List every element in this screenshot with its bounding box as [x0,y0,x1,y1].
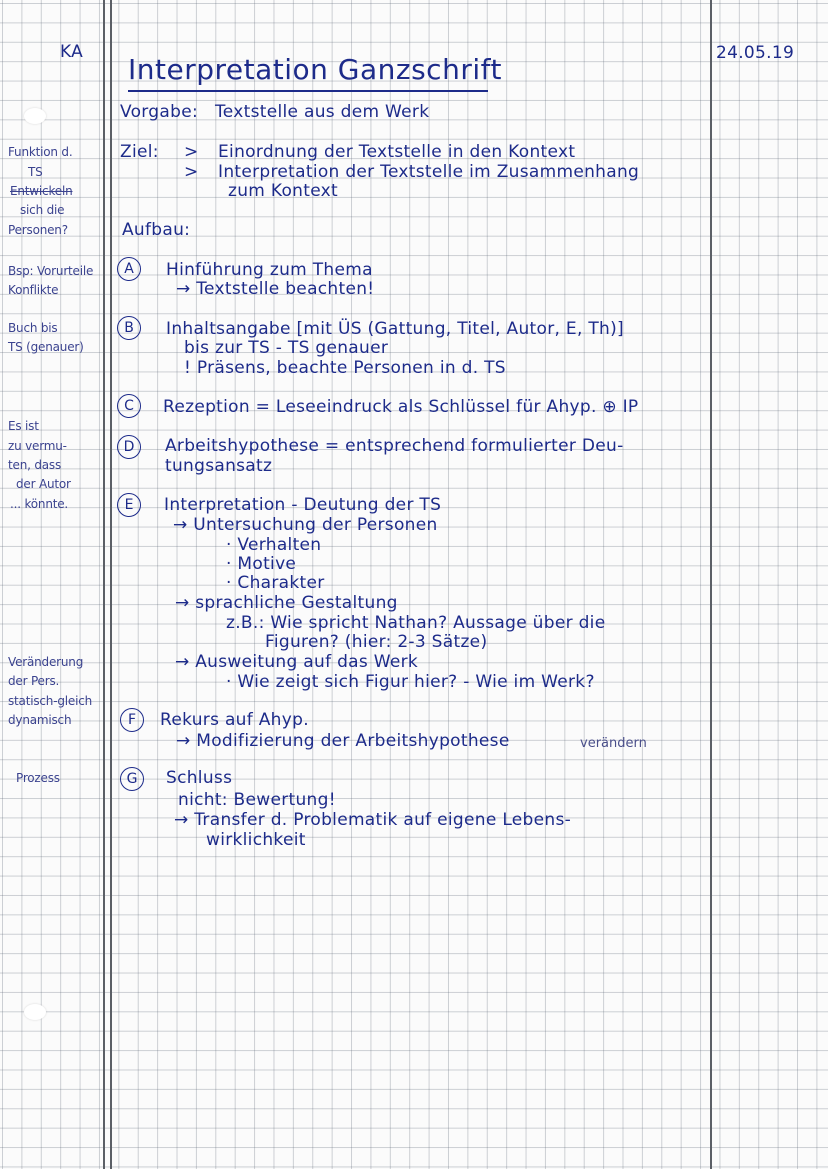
margin-note-line: ... könnte. [10,497,69,511]
margin-note-line: Personen? [8,223,68,237]
section-f-letter: F [120,708,144,732]
ziel-arrow: > [184,162,199,182]
ziel-item: Einordnung der Textstelle in den Kontext [218,142,576,162]
section-d-letter: D [117,435,141,459]
margin-note-line: dynamisch [8,713,72,727]
section-e-letter: E [117,493,141,517]
vorgabe-text: Textstelle aus dem Werk [215,102,430,122]
ziel-item: zum Kontext [228,181,338,201]
section-c-letter: C [117,394,141,418]
margin-note-line: Veränderung [8,655,84,669]
ziel-arrow: > [184,142,199,162]
margin-note-line: der Autor [16,477,71,491]
margin-note-line: Buch bis [8,321,58,335]
section-e-line: → sprachliche Gestaltung [175,593,398,613]
margin-note-line: Es ist [8,419,39,433]
section-d-heading: Arbeitshypothese = entsprechend formulierter Deu- [165,436,624,456]
margin-line-left-inner [110,0,112,1169]
ziel-label: Ziel: [120,142,159,162]
section-b-line: ! Präsens, beachte Personen in d. TS [184,358,506,378]
section-f-line: → Modifizierung der Arbeitshypothese [176,731,510,751]
margin-note-line: TS (genauer) [8,340,84,354]
section-g-line: wirklichkeit [206,830,306,850]
margin-line-left-outer [103,0,105,1169]
margin-note-line: Konflikte [8,283,59,297]
section-b-letter: B [117,316,141,340]
header-date: 24.05.19 [716,43,795,63]
section-e-line: Figuren? (hier: 2-3 Sätze) [265,632,488,652]
section-a-line: → Textstelle beachten! [176,279,375,299]
header-tag: KA [60,42,84,62]
ziel-item: Interpretation der Textstelle im Zusammenhang [218,162,640,182]
punch-hole [24,1004,46,1020]
section-a-letter: A [117,257,141,281]
margin-note-line: der Pers. [8,674,60,688]
section-b-line: bis zur TS - TS genauer [184,338,389,358]
section-b-heading: Inhaltsangabe [mit ÜS (Gattung, Titel, Autor, E, Th)] [166,319,624,339]
margin-note-line: Entwickeln [10,184,73,198]
aufbau-label: Aufbau: [122,220,191,240]
margin-line-right [710,0,712,1169]
margin-note-line: Funktion d. [8,145,73,159]
section-e-line: · Motive [226,554,297,574]
section-f-note: verändern [580,736,647,751]
section-a-heading: Hinführung zum Thema [166,260,373,280]
section-f-heading: Rekurs auf Ahyp. [160,710,309,730]
section-g-letter: G [120,767,144,791]
section-e-line: · Verhalten [226,535,322,555]
section-e-line: · Wie zeigt sich Figur hier? - Wie im Werk? [226,672,595,692]
margin-note-line: sich die [20,203,65,217]
title-underline [128,90,488,92]
section-e-line: z.B.: Wie spricht Nathan? Aussage über die [226,613,606,633]
margin-note-line: ten, dass [8,458,61,472]
section-d-line: tungsansatz [165,456,273,476]
margin-note-line: Prozess [16,771,60,785]
vorgabe-label: Vorgabe: [120,102,198,122]
punch-hole [24,108,46,124]
section-g-line: nicht: Bewertung! [178,790,336,810]
section-e-heading: Interpretation - Deutung der TS [164,495,442,515]
section-e-line: → Untersuchung der Personen [173,515,438,535]
margin-note-line: Bsp: Vorurteile [8,264,94,278]
margin-note-line: TS [28,165,43,179]
section-c-heading: Rezeption = Leseeindruck als Schlüssel für Ahyp. ⊕ IP [163,397,639,417]
section-e-line: · Charakter [226,573,325,593]
section-e-line: → Ausweitung auf das Werk [175,652,419,672]
margin-note-line: zu vermu- [8,439,67,453]
section-g-heading: Schluss [166,768,233,788]
section-g-line: → Transfer d. Problematik auf eigene Lebens- [174,810,572,830]
page-title: Interpretation Ganzschrift [128,53,502,86]
margin-note-line: statisch-gleich [8,694,93,708]
